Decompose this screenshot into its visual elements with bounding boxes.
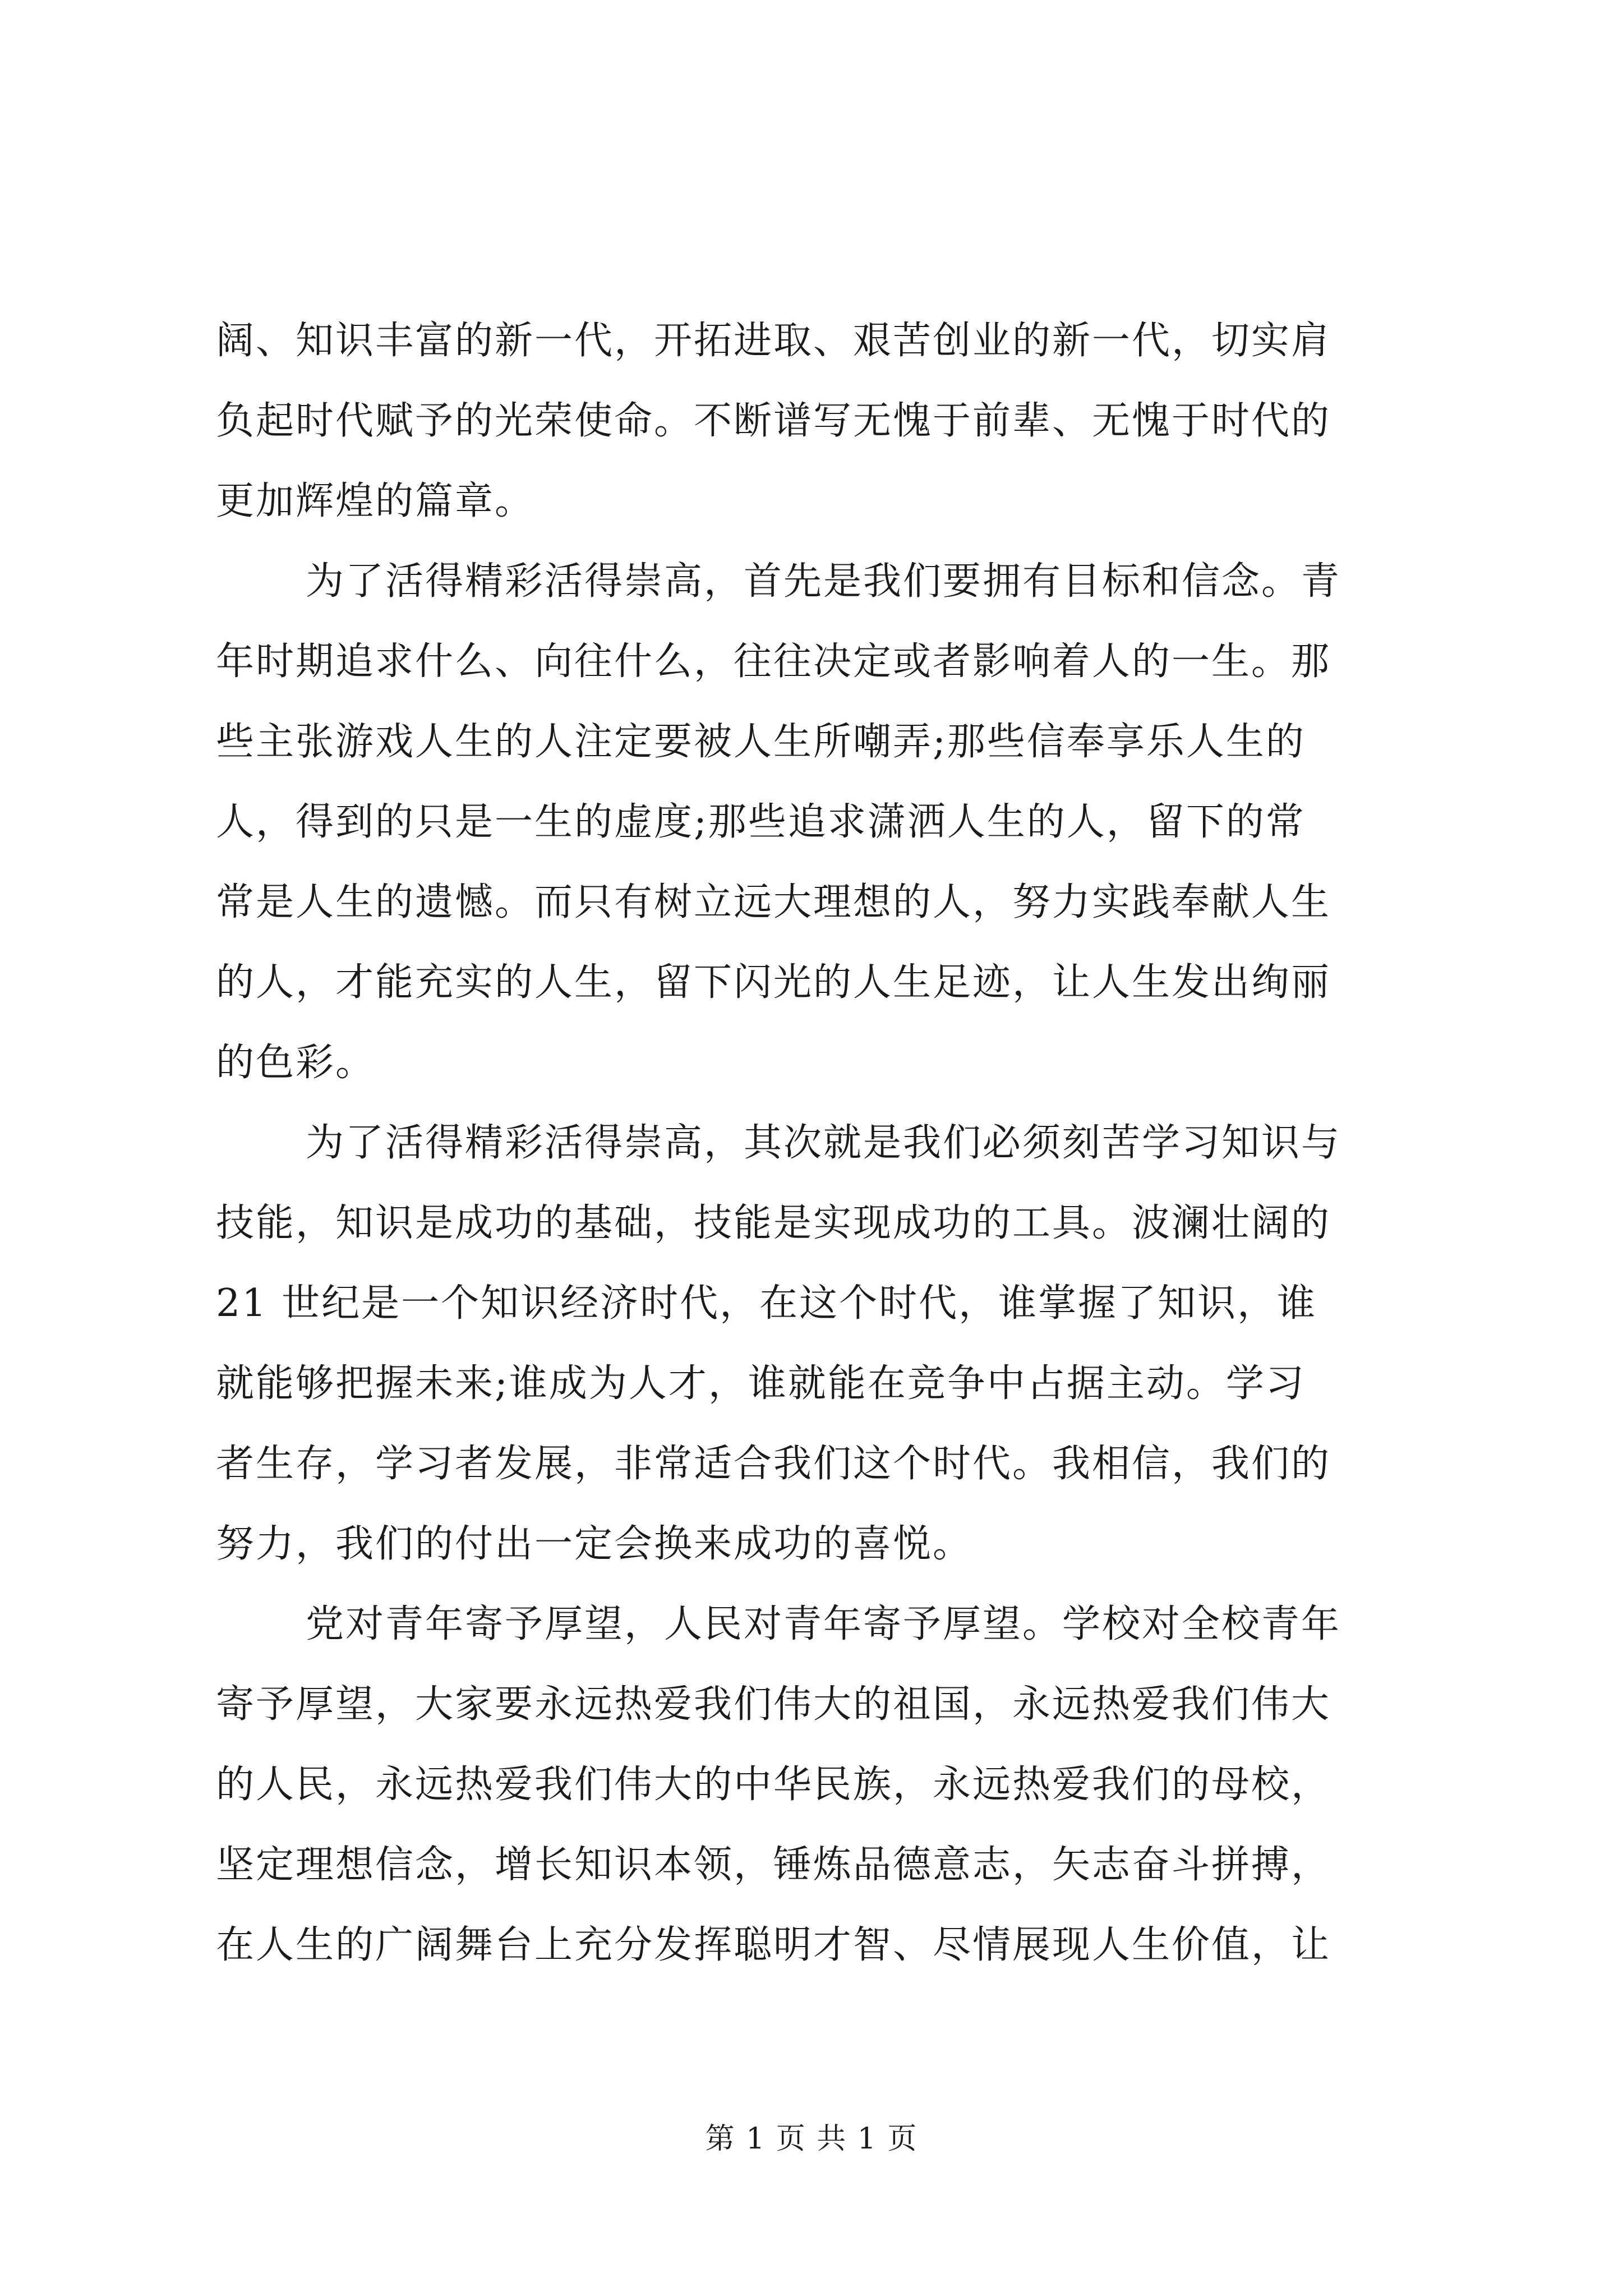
text-line: 阔、知识丰富的新一代，开拓进取、艰苦创业的新一代，切实肩 bbox=[216, 319, 1331, 363]
text-line: 更加辉煌的篇章。 bbox=[216, 479, 535, 523]
paragraph-first-line: 党对青年寄予厚望，人民对青年寄予厚望。学校对全校青年 bbox=[306, 1602, 1341, 1646]
text-line: 寄予厚望，大家要永远热爱我们伟大的祖国，永远热爱我们伟大 bbox=[216, 1682, 1331, 1727]
page-footer: 第 1 页 共 1 页 bbox=[705, 2122, 918, 2156]
text-line: 21 世纪是一个知识经济时代，在这个时代，谁掌握了知识，谁 bbox=[216, 1281, 1317, 1326]
text-line: 负起时代赋予的光荣使命。不断谱写无愧于前辈、无愧于时代的 bbox=[216, 399, 1331, 443]
text-line: 者生存，学习者发展，非常适合我们这个时代。我相信，我们的 bbox=[216, 1442, 1331, 1486]
text-line: 常是人生的遗憾。而只有树立远大理想的人，努力实践奉献人生 bbox=[216, 880, 1331, 924]
text-line: 的人民，永远热爱我们伟大的中华民族，永远热爱我们的母校， bbox=[216, 1763, 1331, 1807]
paragraph-first-line: 为了活得精彩活得崇高，首先是我们要拥有目标和信念。青 bbox=[306, 559, 1341, 604]
text-line: 在人生的广阔舞台上充分发挥聪明才智、尽情展现人生价值，让 bbox=[216, 1923, 1331, 1967]
text-line: 年时期追求什么、向往什么，往往决定或者影响着人的一生。那 bbox=[216, 639, 1331, 684]
text-line: 些主张游戏人生的人注定要被人生所嘲弄;那些信奉享乐人生的 bbox=[216, 720, 1306, 764]
text-line: 就能够把握未来;谁成为人才，谁就能在竞争中占据主动。学习 bbox=[216, 1361, 1306, 1406]
paragraph-first-line: 为了活得精彩活得崇高，其次就是我们必须刻苦学习知识与 bbox=[306, 1121, 1341, 1165]
text-line: 的色彩。 bbox=[216, 1041, 376, 1085]
text-line: 努力，我们的付出一定会换来成功的喜悦。 bbox=[216, 1522, 973, 1566]
text-line: 人，得到的只是一生的虚度;那些追求潇洒人生的人，留下的常 bbox=[216, 800, 1306, 844]
text-line: 坚定理想信念，增长知识本领，锤炼品德意志，矢志奋斗拼搏， bbox=[216, 1843, 1331, 1887]
text-line: 的人，才能充实的人生，留下闪光的人生足迹，让人生发出绚丽 bbox=[216, 960, 1331, 1005]
body-text bbox=[216, 301, 1407, 1985]
text-line: 技能，知识是成功的基础，技能是实现成功的工具。波澜壮阔的 bbox=[216, 1201, 1331, 1245]
